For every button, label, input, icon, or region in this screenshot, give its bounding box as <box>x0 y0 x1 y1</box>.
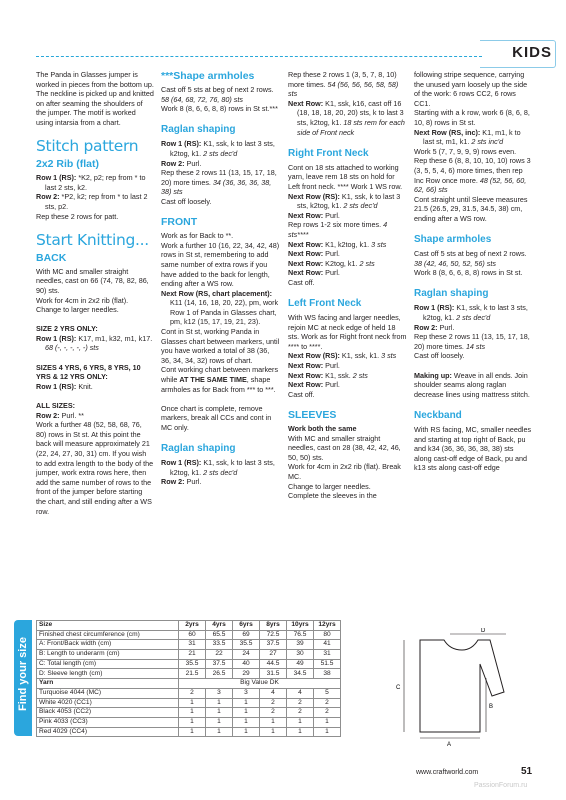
measurement-row-label: D: Sleeve length (cm) <box>37 669 179 679</box>
making-up: Making up: Weave in all ends. Join shoulder seams along raglan decrease lines using mattress stitch. <box>414 370 530 399</box>
armholes-text-2: Work 8 (8, 6, 6, 8, 8) rows in St st.*** <box>161 104 278 114</box>
find-your-size-tab <box>14 620 32 736</box>
size-col: 12yrs <box>314 621 341 631</box>
yarn-row-value: 1 <box>206 727 233 737</box>
rfn-next-2: Next Row: Purl. <box>288 249 340 259</box>
sleeve-straight: Cont straight until Sleeve measures 21.5 (26.5, 29, 31.5, 34.5, 38) cm, ending after a WS row. <box>414 194 528 223</box>
measurement-row-value: 31.5 <box>260 669 287 679</box>
sleeves-needles: Change to larger needles. <box>288 481 371 491</box>
col3-repeat: Rep these 2 rows 1 (3, 5, 7, 8, 10) more times. 54 (56, 56, 56, 58, 58) sts <box>288 70 399 99</box>
front-text-2: Work a further 10 (16, 22, 34, 42, 48) rows in St st, remembering to add same number of extra rows if you have added to the back for length, ending after a WS row. <box>161 240 280 289</box>
size-col: 4yrs <box>206 621 233 631</box>
sleeve-raglan-heading: Raglan shaping <box>414 288 489 300</box>
size-col: 10yrs <box>287 621 314 631</box>
measurement-row-value: 44.5 <box>260 659 287 669</box>
size-table <box>36 620 341 737</box>
rib-heading: 2x2 Rib (flat) <box>36 158 100 171</box>
measurement-row-value: 35.5 <box>233 640 260 650</box>
yarn-row-value: 1 <box>179 708 206 718</box>
yarn-row-value: 2 <box>287 708 314 718</box>
size-2-row: Row 1 (RS): K17, m1, k32, m1, k17. 68 (-, -, -, -, -) sts <box>36 333 153 353</box>
size-header: Size <box>37 621 179 631</box>
size-col: 8yrs <box>260 621 287 631</box>
yarn-row-value: 4 <box>260 688 287 698</box>
yarn-row-value: 3 <box>233 688 260 698</box>
measurement-row-value: 30 <box>287 650 314 660</box>
inc-row: Next Row (RS, inc): K1, m1, k to last st, m1, k1. 2 sts inc'd <box>414 127 521 147</box>
measurement-row-value: 22 <box>206 650 233 660</box>
sleeve-armholes-text-2: Work 8 (8, 6, 6, 8, 8) rows in St st. <box>414 268 523 278</box>
measurement-row <box>37 630 341 640</box>
yarn-brand: Big Value DK <box>179 679 341 689</box>
measurement-row <box>37 659 341 669</box>
raglan-heading: Raglan shaping <box>161 124 236 136</box>
back-cast-on: With MC and smaller straight needles, cast on 66 (74, 78, 82, 86, 90) sts. <box>36 266 149 295</box>
yarn-row-value: 1 <box>233 717 260 727</box>
sleeve-raglan-cast-off: Cast off loosely. <box>414 351 465 361</box>
yarn-body <box>37 688 341 736</box>
armholes-heading: ***Shape armholes <box>161 70 255 82</box>
yarn-row-value: 1 <box>314 727 341 737</box>
start-knitting-heading: Start Knitting... <box>36 230 149 249</box>
measurement-row-value: 40 <box>233 659 260 669</box>
rib-row-1: Row 1 (RS): *K2, p2; rep from * to last 2 sts, k2. <box>36 173 146 192</box>
stripe-sequence: following stripe sequence, carrying the unused yarn loosely up the side of the work: 6 rows CC2, 6 rows CC1. <box>414 70 528 108</box>
yarn-row-value: 1 <box>206 698 233 708</box>
measurement-row-value: 21.5 <box>179 669 206 679</box>
yarn-row-value: 2 <box>260 698 287 708</box>
yarn-row-value: 1 <box>314 717 341 727</box>
sleeves-cast-on: With MC and smaller straight needles, cast on 28 (38, 42, 42, 46, 50, 50) sts. <box>288 433 401 462</box>
measurement-row-value: 34.5 <box>287 669 314 679</box>
raglan-row-1: Row 1 (RS): K1, ssk, k to last 3 sts, k2tog, k1. 2 sts dec'd <box>161 139 275 158</box>
measurements-body <box>37 630 341 678</box>
left-front-neck-heading: Left Front Neck <box>288 298 362 310</box>
neckband-text: With RS facing, MC, smaller needles and starting at top right of Back, pu and k34 (36, 36, 36, 38, 38) sts along cast-off edge of Back, pu and k13 sts along cast-off edge <box>414 425 532 473</box>
yarn-row-value: 1 <box>233 708 260 718</box>
sleeve-repeat: Rep these 6 (8, 8, 10, 10, 10) rows 3 (3, 5, 5, 4, 6) more times, then rep Inc Row once more. 48 (52, 56, 60, 62, 66) sts <box>414 156 531 195</box>
measurement-row <box>37 650 341 660</box>
yarn-row-value: 1 <box>179 727 206 737</box>
yarn-row-value: 1 <box>260 727 287 737</box>
rfn-next-3: Next Row: K2tog, k1. 2 sts <box>288 258 375 268</box>
measurement-row-value: 27 <box>260 650 287 660</box>
rfn-cast-off: Cast off. <box>288 277 315 287</box>
lfn-row-4: Next Row: Purl. <box>288 380 340 390</box>
measurement-row-value: 33.5 <box>206 640 233 650</box>
col3-next-row: Next Row: K1, ssk, k16, cast off 16 (18, 18, 18, 20, 20) sts, k to last 3 sts, k2tog, k1. 18 sts rem for each side of Front neck <box>288 98 405 137</box>
sleeve-raglan-repeat: Rep these 2 rows 11 (13, 15, 17, 18, 20) more times. 14 sts <box>414 332 530 351</box>
watermark: PassionForum.ru <box>474 782 528 789</box>
jumper-outline <box>420 640 504 732</box>
find-your-size-label: Find your size <box>17 637 29 711</box>
measurement-row-label: A: Front/Back width (cm) <box>37 640 179 650</box>
lfn-row-1: Next Row (RS): K1, ssk, k1. 3 sts <box>288 351 397 361</box>
column-3 <box>288 70 408 501</box>
sleeves-complete: Complete the sleeves in the <box>288 491 377 501</box>
yarn-row-value: 2 <box>179 688 206 698</box>
jumper-diagram <box>386 628 526 748</box>
measurement-row-value: 69 <box>233 630 260 640</box>
yarn-row <box>37 717 341 727</box>
lfn-text: With WS facing and larger needles, rejoin MC at neck edge of held 18 sts. Work as for Right front neck from **** to ****. <box>288 313 407 351</box>
yarn-row-value: 2 <box>287 698 314 708</box>
work-even: Work 5 (7, 7, 9, 9, 9) rows even. <box>414 146 517 156</box>
measurement-row-value: 26.5 <box>206 669 233 679</box>
diagram-label-d: D <box>481 628 486 634</box>
raglan2-row-2: Row 2: Purl. <box>161 477 202 487</box>
yarn-row <box>37 727 341 737</box>
size-col: 6yrs <box>233 621 260 631</box>
measurement-row-value: 41 <box>314 640 341 650</box>
lfn-row-3: Next Row: K1, ssk. 2 sts <box>288 370 368 380</box>
measurement-row-value: 37.5 <box>260 640 287 650</box>
size-2-label: SIZE 2 YRS ONLY: <box>36 324 98 334</box>
header-rule <box>36 56 482 57</box>
yarn-header-body <box>37 679 341 689</box>
all-sizes-label: ALL SIZES: <box>36 401 76 411</box>
rfn-row-1: Next Row (RS): K1, ssk, k to last 3 sts, k2tog, k1. 2 sts dec'd <box>288 191 401 211</box>
lfn-cast-off: Cast off. <box>288 389 315 399</box>
section-label: KIDS <box>512 44 552 61</box>
yarn-row-value: 1 <box>233 727 260 737</box>
rfn-repeat: Rep rows 1-2 six more times. 4 sts**** <box>288 220 388 239</box>
measurement-row-value: 39 <box>287 640 314 650</box>
yarn-row-label: White 4020 (CC1) <box>37 698 179 708</box>
measurement-row-value: 80 <box>314 630 341 640</box>
stitch-pattern-heading: Stitch pattern <box>36 137 139 156</box>
column-4 <box>414 70 532 473</box>
yarn-row-value: 1 <box>233 698 260 708</box>
neckband-heading: Neckband <box>414 410 462 421</box>
measurement-row-value: 65.5 <box>206 630 233 640</box>
yarn-row-value: 2 <box>314 698 341 708</box>
back-heading: BACK <box>36 251 67 264</box>
yarn-row-label: Turquoise 4044 (MC) <box>37 688 179 698</box>
yarn-row <box>37 688 341 698</box>
sizes-4-label: SIZES 4 YRS, 6 YRS, 8 YRS, 10 YRS & 12 YRS ONLY: <box>36 362 141 382</box>
front-text-4: Cont working chart between markers while AT THE SAME TIME, shape armholes as for Back from *** to ***. <box>161 365 279 394</box>
measurement-row-value: 29 <box>233 669 260 679</box>
rfn-next-1: Next Row: K1, k2tog, k1. 3 sts <box>288 239 387 249</box>
yarn-row <box>37 708 341 718</box>
yarn-row-value: 1 <box>287 727 314 737</box>
armholes-text: Cast off 5 sts at beg of next 2 rows. 58 (64, 68, 72, 76, 80) sts <box>161 85 274 104</box>
sleeve-raglan-row-1: Row 1 (RS): K1, ssk, k to last 3 sts, k2tog, k1. 2 sts dec'd <box>414 303 528 323</box>
raglan-heading-2: Raglan shaping <box>161 443 236 455</box>
measurement-row-value: 51.5 <box>314 659 341 669</box>
measurement-row-value: 24 <box>233 650 260 660</box>
yarn-row-value: 1 <box>206 708 233 718</box>
diagram-label-c: C <box>396 685 401 691</box>
measurement-row-value: 21 <box>179 650 206 660</box>
measurement-row-label: C: Total length (cm) <box>37 659 179 669</box>
measurement-row-label: Finished chest circumference (cm) <box>37 630 179 640</box>
yarn-header: Yarn <box>37 679 179 689</box>
measurement-row-value: 35.5 <box>179 659 206 669</box>
yarn-row-value: 2 <box>314 708 341 718</box>
measurement-row <box>37 669 341 679</box>
measurement-row-value: 31 <box>314 650 341 660</box>
rib-repeat: Rep these 2 rows for patt. <box>36 211 119 221</box>
back-rib: Work for 4cm in 2x2 rib (flat). Change to larger needles. <box>36 295 129 315</box>
measurement-row-value: 49 <box>287 659 314 669</box>
page-number: 51 <box>521 766 533 777</box>
measurement-row <box>37 640 341 650</box>
raglan-cast-off: Cast off loosely. <box>161 196 212 206</box>
yarn-row-value: 1 <box>179 698 206 708</box>
measurement-row-value: 60 <box>179 630 206 640</box>
front-heading: FRONT <box>161 216 198 229</box>
size-col: 2yrs <box>179 621 206 631</box>
yarn-row-value: 2 <box>260 708 287 718</box>
diagram-label-b: B <box>489 704 494 710</box>
measurement-row-value: 72.5 <box>260 630 287 640</box>
sleeves-rib: Work for 4cm in 2x2 rib (flat). Break MC. <box>288 462 401 481</box>
yarn-row-label: Red 4029 (CC4) <box>37 727 179 737</box>
rib-row-2: Row 2: *P2, k2; rep from * to last 2 sts, p2. <box>36 192 148 211</box>
yarn-row <box>37 698 341 708</box>
front-text-3: Cont in St st, working Panda in Glasses chart between markers, until you have worked a total of 38 (36, 36, 34, 34, 32) rows of chart. <box>161 327 280 365</box>
raglan-row-2: Row 2: Purl. <box>161 158 202 168</box>
yarn-row-value: 1 <box>206 717 233 727</box>
yarn-row-value: 1 <box>260 717 287 727</box>
yarn-row-value: 1 <box>179 717 206 727</box>
measurement-row-label: B: Length to underarm (cm) <box>37 650 179 660</box>
sleeve-start: Starting with a k row, work 6 (8, 6, 8, 10, 8) rows in St st. <box>414 108 530 127</box>
rfn-text: Cont on 18 sts attached to working yarn, leave rem 18 sts on hold for Left front neck. **** Work 1 WS row. <box>288 162 403 191</box>
raglan2-row-1: Row 1 (RS): K1, ssk, k to last 3 sts, k2tog, k1. 2 sts dec'd <box>161 458 275 477</box>
column-1 <box>36 70 154 526</box>
size-header-row <box>37 621 341 631</box>
sleeves-heading: SLEEVES <box>288 409 337 421</box>
sleeves-sub: Work both the same <box>288 424 357 433</box>
intro-text: The Panda in Glasses jumper is worked in pieces from the bottom up. The neckline is picked up and knitted on after seaming the shoulders of the jumper. The motif is worked using intarsia from a chart. <box>36 70 154 127</box>
sizes-4-row: Row 1 (RS): Knit. <box>36 381 93 391</box>
yarn-row-label: Pink 4033 (CC3) <box>37 717 179 727</box>
measurement-row-value: 38 <box>314 669 341 679</box>
rfn-next-4: Next Row: Purl. <box>288 268 340 278</box>
yarn-row-label: Black 4053 (CC2) <box>37 708 179 718</box>
front-text-1: Work as for Back to **. <box>161 231 234 241</box>
measurement-row-value: 37.5 <box>206 659 233 669</box>
raglan-repeat: Rep these 2 rows 11 (13, 15, 17, 18, 20) more times. 34 (36, 36, 36, 38, 38) sts <box>161 168 277 197</box>
sleeve-raglan-row-2: Row 2: Purl. <box>414 322 455 332</box>
diagram-label-a: A <box>447 742 452 748</box>
all-sizes-text: Work a further 48 (52, 58, 68, 76, 80) rows in St st. At this point the back will measure approximately 21 (22, 24, 27, 30, 31) cm. If you wish to add extra length to the body of the jumper, work extra rows here, then add the same number of rows to the front of the jumper before starting the chart, and still ending after a WS row. <box>36 420 154 516</box>
sleeve-armholes-text: Cast off 5 sts at beg of next 2 rows. 38 (42, 46, 50, 52, 56) sts <box>414 249 527 268</box>
column-2 <box>161 70 281 487</box>
sleeve-armholes-heading: Shape armholes <box>414 234 492 246</box>
yarn-header-row <box>37 679 341 689</box>
measurement-row-value: 31 <box>179 640 206 650</box>
all-sizes-row-2: Row 2: Purl. ** <box>36 410 84 420</box>
lfn-row-2: Next Row: Purl. <box>288 361 340 371</box>
yarn-row-value: 3 <box>206 688 233 698</box>
measurement-row-value: 76.5 <box>287 630 314 640</box>
footer-url[interactable]: www.craftworld.com <box>416 769 479 776</box>
yarn-row-value: 5 <box>314 688 341 698</box>
rfn-row-2: Next Row: Purl. <box>288 210 340 220</box>
front-text-5: Once chart is complete, remove markers, break all CCs and cont in MC only. <box>161 403 272 432</box>
front-chart-placement: Next Row (RS, chart placement): K11 (14, 16, 18, 20, 22), pm, work Row 1 of Panda in Glasses chart, pm, k12 (15, 17, 19, 21, 23). <box>161 288 279 327</box>
right-front-neck-heading: Right Front Neck <box>288 147 369 159</box>
yarn-row-value: 4 <box>287 688 314 698</box>
yarn-row-value: 1 <box>287 717 314 727</box>
